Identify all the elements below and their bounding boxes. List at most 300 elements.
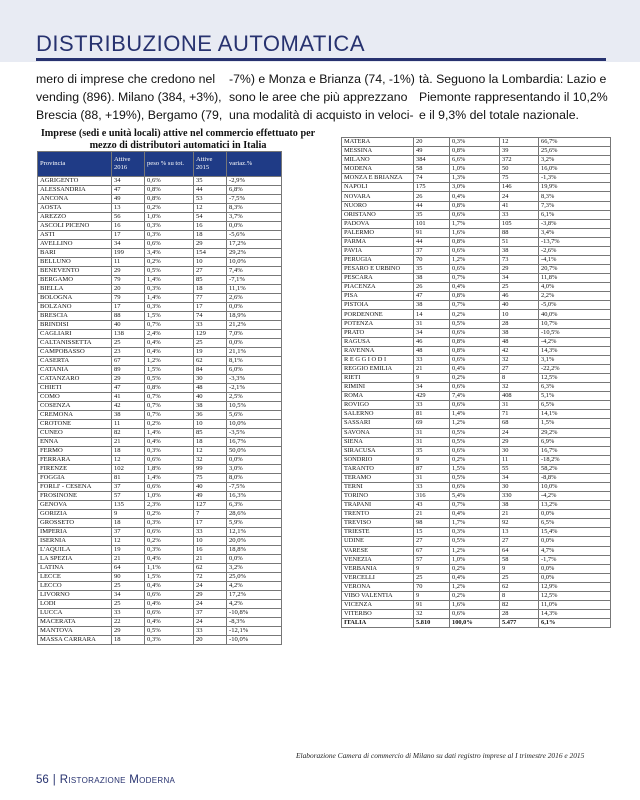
table-cell: -2,6%	[539, 246, 611, 255]
table-cell: FOGGIA	[38, 474, 112, 483]
table-row	[342, 492, 611, 501]
table-cell: CASERTA	[38, 357, 112, 366]
table-cell: 0,3%	[145, 519, 194, 528]
table-cell: 39	[500, 147, 539, 156]
table-cell: 9	[414, 455, 450, 464]
table-cell: 3,2%	[539, 156, 611, 165]
table-cell: 17	[112, 303, 145, 312]
table-cell: -5,6%	[227, 231, 282, 240]
table-row	[342, 156, 611, 165]
table-cell: 8,0%	[227, 474, 282, 483]
table-cell: ROMA	[342, 392, 414, 401]
table-cell: 0,6%	[450, 446, 500, 455]
province-table-right	[341, 137, 611, 628]
table-cell: PESARO E URBINO	[342, 265, 414, 274]
table-cell: TRAPANI	[342, 501, 414, 510]
table-cell: 0,7%	[450, 301, 500, 310]
table-cell: 10,7%	[539, 319, 611, 328]
table-row	[38, 510, 282, 519]
table-cell: RAVENNA	[342, 346, 414, 355]
table-cell: MASSA CARRARA	[38, 636, 112, 645]
table-cell: 1,4%	[145, 429, 194, 438]
intro-line: e il 9,3% del totale nazionale.	[419, 108, 579, 122]
table-header-row	[38, 152, 282, 177]
table-cell: 40	[500, 301, 539, 310]
table-cell: 18	[194, 285, 227, 294]
table-cell: -4,2%	[539, 337, 611, 346]
table-cell: FERMO	[38, 447, 112, 456]
table-row	[38, 276, 282, 285]
table-cell: 0,6%	[450, 355, 500, 364]
table-cell: -4,1%	[539, 256, 611, 265]
table-cell: 16	[112, 222, 145, 231]
table-cell: ROVIGO	[342, 401, 414, 410]
table-cell: 34	[414, 328, 450, 337]
table-cell: 8,3%	[539, 192, 611, 201]
table-row	[38, 591, 282, 600]
table-cell: 25	[500, 283, 539, 292]
table-row	[38, 411, 282, 420]
table-cell: TARANTO	[342, 464, 414, 473]
table-row	[342, 337, 611, 346]
table-cell: 0,3%	[145, 285, 194, 294]
table-cell: 1,0%	[450, 555, 500, 564]
table-cell: ASCOLI PICENO	[38, 222, 112, 231]
table-cell: 1,5%	[539, 419, 611, 428]
table-cell: 21	[414, 510, 450, 519]
table-cell: -2,1%	[227, 384, 282, 393]
table-cell: 68	[500, 419, 539, 428]
table-cell: RAGUSA	[342, 337, 414, 346]
table-cell: 15,4%	[539, 528, 611, 537]
table-cell: 7,4%	[227, 267, 282, 276]
table-cell: 29	[194, 240, 227, 249]
table-row	[342, 265, 611, 274]
table-cell: 11	[500, 455, 539, 464]
table-cell: -7,5%	[227, 483, 282, 492]
table-row	[38, 204, 282, 213]
table-cell: AOSTA	[38, 204, 112, 213]
table-cell: 29	[112, 375, 145, 384]
table-cell: 0,0%	[227, 303, 282, 312]
table-row	[342, 528, 611, 537]
table-cell: FORLI' - CESENA	[38, 483, 112, 492]
table-cell: -5,0%	[539, 301, 611, 310]
table-cell: 27	[414, 537, 450, 546]
table-cell: 35	[414, 446, 450, 455]
page-footer	[36, 774, 175, 786]
table-cell: -3,3%	[227, 375, 282, 384]
table-cell: 100,0%	[450, 619, 500, 628]
table-cell: 18	[112, 519, 145, 528]
table-cell: 4,2%	[227, 600, 282, 609]
table-cell: 21,2%	[227, 321, 282, 330]
table-cell: 38	[112, 411, 145, 420]
table-cell: 21	[414, 364, 450, 373]
table-cell: 43	[414, 501, 450, 510]
table-row	[38, 348, 282, 357]
table-cell: -1,7%	[539, 555, 611, 564]
table-cell: 0,4%	[145, 348, 194, 357]
table-cell: 1,6%	[450, 228, 500, 237]
table-row	[342, 174, 611, 183]
table-row	[38, 582, 282, 591]
table-row	[342, 600, 611, 609]
table-cell: 49	[414, 147, 450, 156]
table-cell: PORDENONE	[342, 310, 414, 319]
table-cell: 70	[414, 582, 450, 591]
table-cell: 62	[194, 357, 227, 366]
table-cell: 9	[414, 374, 450, 383]
table-cell: 25	[112, 600, 145, 609]
table-cell: 16	[194, 546, 227, 555]
table-cell: -10,5%	[539, 328, 611, 337]
table-cell: 0,6%	[450, 401, 500, 410]
table-cell: 30	[500, 446, 539, 455]
table-cell: 21	[500, 510, 539, 519]
table-cell: 1,4%	[450, 410, 500, 419]
table-cell: 17	[194, 303, 227, 312]
table-cell: 0,0%	[539, 510, 611, 519]
table-cell: 25	[112, 582, 145, 591]
table-row	[342, 328, 611, 337]
table-cell: 4,7%	[539, 546, 611, 555]
table-cell: LECCE	[38, 573, 112, 582]
table-cell: 3,0%	[227, 465, 282, 474]
table-row	[38, 618, 282, 627]
table-cell: 34	[112, 591, 145, 600]
table-row	[342, 546, 611, 555]
table-cell: 0,4%	[450, 510, 500, 519]
table-cell: 2,5%	[227, 393, 282, 402]
table-cell: 23	[112, 348, 145, 357]
table-cell: 10	[194, 420, 227, 429]
table-cell: 5,9%	[227, 519, 282, 528]
table-cell: 7,3%	[539, 201, 611, 210]
table-cell: 12,9%	[539, 582, 611, 591]
table-cell: IMPERIA	[38, 528, 112, 537]
table-row	[38, 339, 282, 348]
table-cell: 92	[500, 519, 539, 528]
table-cell: 5,4%	[450, 492, 500, 501]
source-note: Elaborazione Camera di commercio di Milano su dati registro imprese al I trimestre 2016 e 2015	[296, 751, 585, 760]
table-cell: 0,2%	[145, 510, 194, 519]
header-attive-2016: Attive 2016	[112, 152, 145, 177]
table-cell: 0,6%	[450, 610, 500, 619]
table-cell: BRINDISI	[38, 321, 112, 330]
table-cell: FERRARA	[38, 456, 112, 465]
table-cell: 9	[112, 510, 145, 519]
table-cell: 50	[500, 165, 539, 174]
table-cell: MONZA E BRIANZA	[342, 174, 414, 183]
table-cell: 0,2%	[145, 204, 194, 213]
table-cell: 35	[414, 265, 450, 274]
table-cell: 0,5%	[145, 627, 194, 636]
table-cell: 1,2%	[450, 546, 500, 555]
table-cell: TRIESTE	[342, 528, 414, 537]
table-cell: 38	[414, 274, 450, 283]
table-cell: -8,8%	[539, 473, 611, 482]
table-cell: 408	[500, 392, 539, 401]
table-cell: 58	[414, 165, 450, 174]
table-cell: 0,4%	[145, 600, 194, 609]
table-cell: 6,3%	[227, 501, 282, 510]
table-cell: 4,2%	[227, 582, 282, 591]
table-row	[342, 310, 611, 319]
table-cell: 38	[194, 402, 227, 411]
table-cell: 11	[112, 420, 145, 429]
table-row	[342, 256, 611, 265]
table-cell: TRENTO	[342, 510, 414, 519]
table-cell: 3,0%	[450, 183, 500, 192]
table-cell: ASTI	[38, 231, 112, 240]
table-cell: 40	[194, 393, 227, 402]
table-row	[342, 519, 611, 528]
table-cell: GORIZIA	[38, 510, 112, 519]
table-cell: 0,7%	[145, 321, 194, 330]
table-cell: CREMONA	[38, 411, 112, 420]
table-row	[342, 210, 611, 219]
table-cell: 330	[500, 492, 539, 501]
table-row	[38, 573, 282, 582]
table-cell: 2,4%	[145, 330, 194, 339]
table-cell: 0,6%	[145, 177, 194, 186]
table-cell: PALERMO	[342, 228, 414, 237]
table-cell: 12,5%	[539, 374, 611, 383]
table-cell: 90	[112, 573, 145, 582]
table-cell: 44	[414, 201, 450, 210]
table-cell: ORISTANO	[342, 210, 414, 219]
table-cell: 1,2%	[450, 419, 500, 428]
table-row	[342, 455, 611, 464]
table-cell: 9	[500, 564, 539, 573]
table-cell: 10,0%	[539, 482, 611, 491]
table-row	[342, 610, 611, 619]
table-cell: 89	[112, 366, 145, 375]
table-row	[38, 330, 282, 339]
table-cell: 9	[414, 591, 450, 600]
table-cell: 1,8%	[145, 465, 194, 474]
table-cell: 0,2%	[145, 420, 194, 429]
table-cell: 33	[194, 528, 227, 537]
table-cell: PRATO	[342, 328, 414, 337]
table-cell: 19	[194, 348, 227, 357]
table-cell: 31	[414, 428, 450, 437]
table-cell: 13	[112, 204, 145, 213]
table-cell: 33	[414, 482, 450, 491]
table-cell: -7,1%	[227, 276, 282, 285]
table-cell: 0,7%	[145, 411, 194, 420]
table-cell: 16,7%	[539, 446, 611, 455]
table-cell: 129	[194, 330, 227, 339]
table-row	[38, 393, 282, 402]
table-cell: 6,1%	[539, 210, 611, 219]
table-cell: 29	[194, 591, 227, 600]
table-cell: RIMINI	[342, 383, 414, 392]
footer-separator: |	[52, 774, 56, 786]
table-cell: ITALIA	[342, 619, 414, 628]
table-row	[342, 401, 611, 410]
table-cell: 24	[194, 600, 227, 609]
table-cell: 5.477	[500, 619, 539, 628]
table-cell: 67	[112, 357, 145, 366]
table-cell: 1,0%	[450, 165, 500, 174]
table-cell: 0,7%	[145, 393, 194, 402]
table-cell: 0,8%	[450, 292, 500, 301]
table-cell: 74	[414, 174, 450, 183]
table-cell: 32	[194, 456, 227, 465]
table-cell: MATERA	[342, 138, 414, 147]
table-cell: 8,1%	[227, 357, 282, 366]
table-cell: 0,3%	[145, 636, 194, 645]
table-cell: 18	[194, 438, 227, 447]
table-cell: 0,3%	[145, 447, 194, 456]
table-cell: 0,0%	[539, 537, 611, 546]
table-row	[38, 600, 282, 609]
table-row	[38, 465, 282, 474]
table-row	[38, 375, 282, 384]
intro-column-3	[419, 70, 609, 124]
header-attive-2015: Attive 2015	[194, 152, 227, 177]
table-cell: 0,4%	[450, 192, 500, 201]
table-cell: 154	[194, 249, 227, 258]
table-row	[38, 636, 282, 645]
table-cell: VENEZIA	[342, 555, 414, 564]
table-cell: LECCO	[38, 582, 112, 591]
table-row	[38, 492, 282, 501]
table-cell: 33	[414, 401, 450, 410]
table-cell: FROSINONE	[38, 492, 112, 501]
table-cell: SONDRIO	[342, 455, 414, 464]
table-cell: 0,5%	[450, 428, 500, 437]
table-cell: 18,8%	[227, 546, 282, 555]
table-cell: CUNEO	[38, 429, 112, 438]
table-cell: 0,5%	[450, 473, 500, 482]
table-cell: UDINE	[342, 537, 414, 546]
table-cell: 29,2%	[539, 428, 611, 437]
table-cell: CHIETI	[38, 384, 112, 393]
table-cell: 16,7%	[227, 438, 282, 447]
table-cell: 34	[112, 177, 145, 186]
table-cell: 8,3%	[227, 204, 282, 213]
table-cell: 34	[112, 240, 145, 249]
table-cell: 0,5%	[450, 537, 500, 546]
table-cell: 37	[194, 609, 227, 618]
table-cell: 34	[500, 473, 539, 482]
table-cell: PERUGIA	[342, 256, 414, 265]
table-cell: 10,0%	[227, 258, 282, 267]
header-peso: peso % su tot.	[145, 152, 194, 177]
table-row	[342, 473, 611, 482]
table-cell: 6,9%	[539, 437, 611, 446]
table-cell: 17	[112, 231, 145, 240]
table-cell: 29	[500, 437, 539, 446]
table-cell: -10,8%	[227, 609, 282, 618]
table-row	[342, 274, 611, 283]
table-cell: 1,4%	[145, 276, 194, 285]
table-cell: 0,6%	[450, 210, 500, 219]
table-cell: 66,7%	[539, 138, 611, 147]
table-cell: 85	[194, 429, 227, 438]
table-cell: 6,1%	[539, 619, 611, 628]
table-cell: 11,8%	[539, 274, 611, 283]
table-cell: BERGAMO	[38, 276, 112, 285]
table-cell: 1,0%	[145, 492, 194, 501]
table-cell: BENEVENTO	[38, 267, 112, 276]
table-row	[38, 564, 282, 573]
table-cell: 0,3%	[145, 546, 194, 555]
table-cell: 10,0%	[227, 420, 282, 429]
table-cell: 8	[500, 374, 539, 383]
table-cell: 25,0%	[227, 573, 282, 582]
table-cell: TERNI	[342, 482, 414, 491]
table-cell: 25	[414, 573, 450, 582]
table-cell: 0,5%	[145, 375, 194, 384]
table-cell: 3,7%	[227, 213, 282, 222]
table-row	[342, 501, 611, 510]
table-cell: 18	[112, 447, 145, 456]
magazine-name: Ristorazione Moderna	[59, 774, 176, 786]
table-row	[38, 519, 282, 528]
table-cell: 3,1%	[539, 355, 611, 364]
table-cell: GROSSETO	[38, 519, 112, 528]
table-cell: VERONA	[342, 582, 414, 591]
table-cell: PAVIA	[342, 246, 414, 255]
table-cell: NUORO	[342, 201, 414, 210]
table-cell: 24	[194, 618, 227, 627]
table-cell: 20,7%	[539, 265, 611, 274]
table-cell: 27	[500, 364, 539, 373]
table-cell: 127	[194, 501, 227, 510]
table-cell: -18,2%	[539, 455, 611, 464]
table-cell: 0,2%	[450, 564, 500, 573]
table-cell: 15	[414, 528, 450, 537]
table-cell: 98	[414, 519, 450, 528]
table-cell: TREVISO	[342, 519, 414, 528]
table-cell: 372	[500, 156, 539, 165]
table-cell: 82	[112, 429, 145, 438]
table-cell: 0,8%	[450, 147, 500, 156]
table-cell: 105	[500, 219, 539, 228]
table-row	[342, 392, 611, 401]
table-cell: PISTOIA	[342, 301, 414, 310]
table-cell: 1,7%	[450, 219, 500, 228]
table-cell: 28	[500, 319, 539, 328]
table-cell: 33	[500, 210, 539, 219]
table-cell: 12	[112, 456, 145, 465]
table-cell: 0,5%	[450, 319, 500, 328]
table-cell: 30	[194, 375, 227, 384]
table-cell: 20	[112, 285, 145, 294]
table-cell: 28	[500, 610, 539, 619]
table-cell: 36	[194, 411, 227, 420]
table-cell: 0,3%	[450, 138, 500, 147]
intro-line: Piemonte rappresentando il 10,2%	[419, 90, 608, 104]
table-cell: 47	[414, 292, 450, 301]
table-cell: VERBANIA	[342, 564, 414, 573]
table-cell: BIELLA	[38, 285, 112, 294]
table-cell: CAGLIARI	[38, 330, 112, 339]
table-cell: 54	[194, 213, 227, 222]
table-cell: 41	[500, 201, 539, 210]
table-cell: RIETI	[342, 374, 414, 383]
table-row	[342, 301, 611, 310]
table-row	[342, 138, 611, 147]
table-cell: CATANZARO	[38, 375, 112, 384]
table-cell: 6,3%	[539, 383, 611, 392]
table-cell: 8	[500, 591, 539, 600]
table-cell: 14,1%	[539, 410, 611, 419]
